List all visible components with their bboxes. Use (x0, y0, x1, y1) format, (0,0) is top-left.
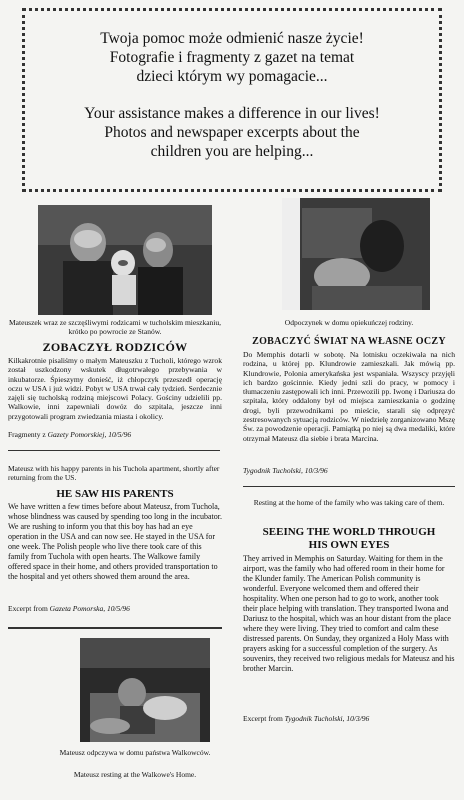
source-prefix: Fragmenty z (8, 430, 48, 439)
heading-seeing-the-world (243, 526, 455, 552)
header-pl-line: Twoja pomoc może odmienić nasze życie! (100, 30, 364, 47)
heading-he-saw-his-parents: HE SAW HIS PARENTS (56, 488, 174, 500)
source-title: Gazeta Pomorska, 10/5/96 (49, 604, 130, 613)
source-prefix: Excerpt from (243, 714, 285, 723)
resting-photo (282, 198, 430, 310)
photo3-caption-pl: Mateusz odpczywa w domu państwa Walkowców. (59, 748, 211, 757)
heading-line: HIS OWN EYES (308, 539, 390, 551)
article-en-body-right: They arrived in Memphis on Saturday. Waiting for them in the airport, was the family who had offered room in their home for the Klunder family. The American Polish community is wonderful. Everyone welcomed them and offered their hospitality. When one person had to go to work, another took their place helping with translation. They transported Iwona and Dariusz to the hospital, which was an hour distant from the place where they were living. They tried to comfort and calm these distressed parents. On Sunday, they organized a Holy Mass with prayers asking for a successful completion of the surgery. As souvenirs, they received two religious medals for Mateusz and his brother Marcin. (243, 554, 455, 673)
article-pl-body-right: Do Memphis dotarli w sobotę. Na lotnisku oczekiwała na nich rodzina, u której pp. Klundrowie zamieszkali. Jak mówią pp. Klundrowie, Polonia amerykańska jest wspaniała. Wszyscy przyjęli ich bardzo gościnnie. Kiedy jedni szli do pracy, w pomocy i tłumaczeniu zastępowali ich inni. Przewozili pp. Iwonę i Dariusza do szpitala, który oddalony był od miejsca zamieszkania o godzinę drogi, byli przewodnikami po mieście, starali się odpręzyć zestresowanych sytuacją rodziców. W niedzielę zorganizowano Mszę Św. za powodzenie operacji. Pamiątką po niej są dwa medaliki, które otrzymał Mateusz dla siebie i brata Marcina. (243, 350, 455, 443)
source-title: Tygodnik Tucholski, 10/3/96 (243, 466, 328, 475)
photo2-caption: Odpoczynek w domu opiekuńczej rodziny. (284, 318, 414, 327)
header-en-line: Photos and newspaper excerpts about the (104, 124, 360, 141)
photo1-caption: Mateuszek wraz ze szczęśliwymi rodzicami w tucholskim mieszkaniu, krótko po powrocie ze Stanów. (8, 318, 221, 336)
header-pl-line: dzieci którym wy pomagacie... (136, 68, 328, 85)
source-prefix: Excerpt from (8, 604, 50, 613)
family-photo (38, 205, 212, 315)
header-box (22, 8, 442, 192)
divider (8, 450, 220, 451)
divider (243, 486, 455, 487)
header-polish (25, 29, 439, 86)
divider (8, 627, 222, 629)
header-english (25, 104, 439, 161)
heading-line: SEEING THE WORLD THROUGH (262, 526, 436, 538)
en-caption-left: Mateusz with his happy parents in his Tuchola apartment, shortly after returning from the US. (8, 464, 220, 482)
resting-child-photo (80, 638, 210, 742)
source-pl-right (243, 466, 455, 475)
source-title: Tygodnik Tucholski, 10/3/96 (284, 714, 370, 723)
header-pl-line: Fotografie i fragmenty z gazet na temat (109, 49, 355, 66)
photo3-caption-en: Mateusz resting at the Walkowe's Home. (73, 770, 197, 779)
source-en-left (8, 604, 222, 613)
en-caption-right: Resting at the home of the family who was taking care of them. (253, 498, 445, 507)
header-en-line: children you are helping... (150, 143, 314, 160)
header-en-line: Your assistance makes a difference in our lives! (84, 105, 380, 122)
heading-zobaczyc-swiat: ZOBACZYĆ ŚWIAT NA WŁASNE OCZY (252, 336, 446, 347)
article-en-body: We have written a few times before about Mateusz, from Tuchola, whose blindness was caused by spending too long in the incubator. We are rushing to inform you that this boy has had an eye operation in the USA and can now see. He stayed in the USA for one week. The Polish people who live there took care of this family from Tuchola with open hearts. The Walkowe family offered space in their home, and others provided transportation to the hospital and yet others showed them around the area. (8, 502, 222, 581)
source-title: Gazety Pomorskiej, 10/5/96 (47, 430, 132, 439)
source-en-right (243, 714, 455, 723)
source-pl-left (8, 430, 222, 439)
heading-zobaczyl-rodzicow: ZOBACZYŁ RODZICÓW (42, 340, 188, 354)
article-pl-body: Kilkakrotnie pisaliśmy o małym Mateuszku z Tucholi, którego wzrok został uszkodzony wskutek długotrwałego przebywania w inkubatorze. Śpieszymy donieść, iż chłopczyk przeszedł operację oczu w USA i już widzi. Pobyt w USA trwał cały tydzień. Serdecznie zajęli się tucholską rodziną miejscowi Polacy. Gościny udzielili pp. Walkowie, inni zapewniali dowóz do szpitala, jeszcze inni przygotowali program zwiedzania miasta i okolicy. (8, 356, 222, 421)
